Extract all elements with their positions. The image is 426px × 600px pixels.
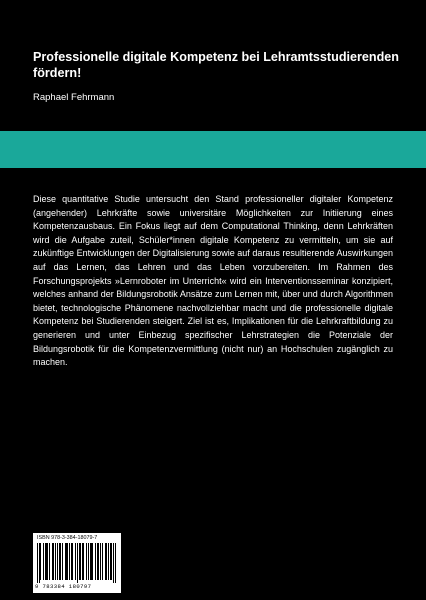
- barcode-bars-icon: [37, 543, 117, 583]
- accent-band: [0, 131, 426, 168]
- isbn-label: ISBN 978-3-384-18079-7: [37, 535, 98, 541]
- author-name: Raphael Fehrmann: [33, 92, 115, 103]
- book-title: Professionelle digitale Kompetenz bei Lehramtsstudierenden fördern!: [33, 50, 399, 80]
- barcode-digits: 9 783384 180797: [35, 583, 92, 590]
- isbn-barcode: [33, 533, 121, 593]
- blurb-text: Diese quantitative Studie untersucht den Stand professioneller digitaler Kompetenz (angehender) Lehrkräfte sowie universitäre Möglichkeiten zur Initiierung eines Kompetenzausbaus. Ein Fokus liegt auf dem Computational Thinking, denn Lehrkräften wird die Aufgabe zuteil, Schüler*innen digitale Kompetenz zu vermitteln, um sie auf zukünftige Entwicklungen der Digitalisierung sowie auf daraus resultierende Auswirkungen auf das Lernen, das Lehren und das Leben vorzubereiten. Im Rahmen des Forschungsprojekts »Lernroboter im Unterricht« wird ein Interventionsseminar konzipiert, welches anhand der Bildungsrobotik Ansätze zum Lernen mit, über und durch Algorithmen bietet, technologische Phänomene nachvollziehbar macht und die professionelle digitale Kompetenz bei Studierenden steigert. Ziel ist es, Implikationen für die Lehrkraftbildung zu generieren und unter Einbezug spezifischer Lehrstrategien die Potenziale der Bildungsrobotik für die Kompetenzvermittlung (nicht nur) an Hochschulen zugänglich zu machen.: [33, 194, 393, 368]
